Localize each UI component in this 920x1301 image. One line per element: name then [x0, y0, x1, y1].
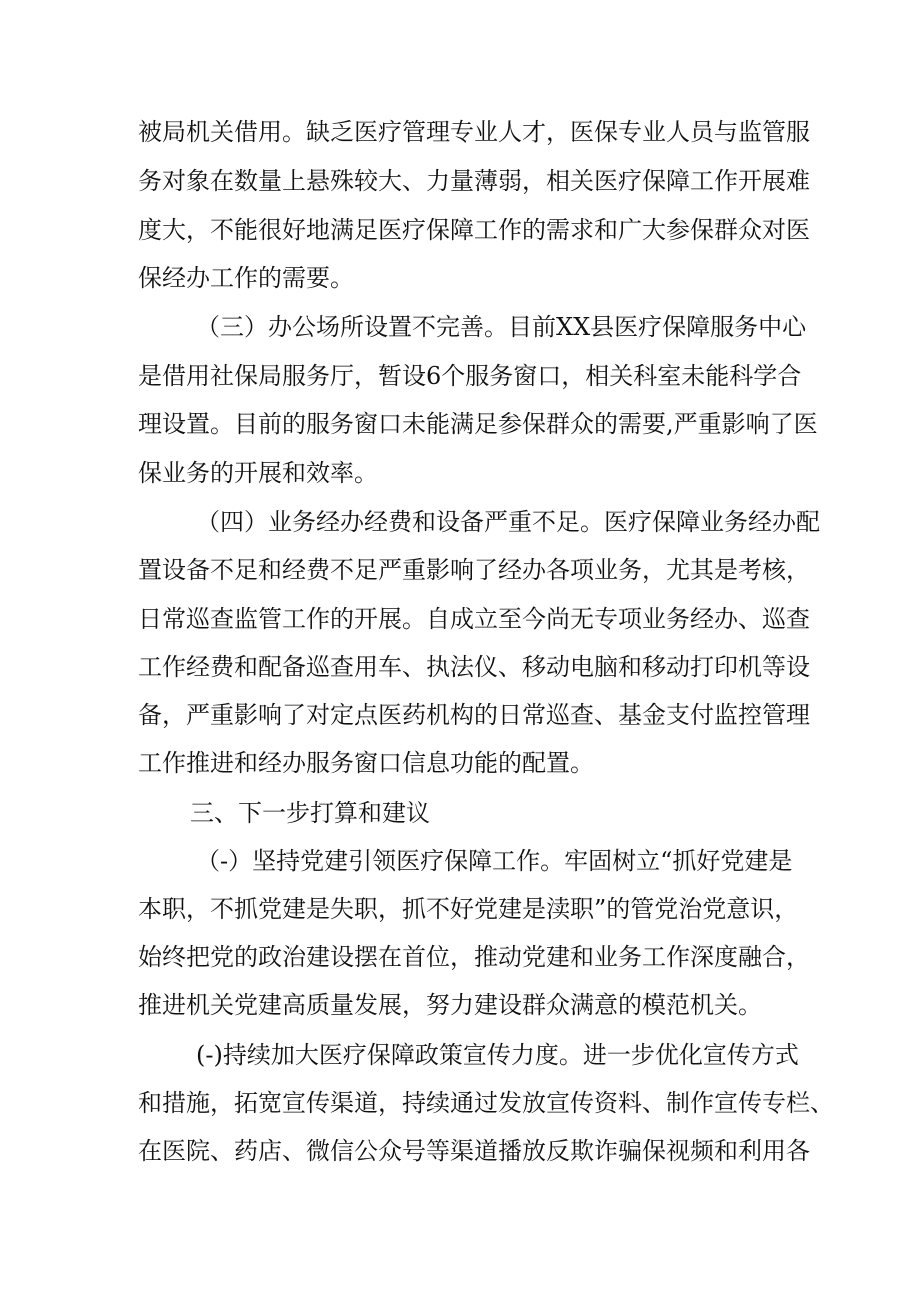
paragraph-line: （三）办公场所设置不完善。目前XX县医疗保障服务中心: [196, 313, 807, 341]
paragraph-line: 理设置。目前的服务窗口未能满足参保群众的需要,严重影响了医: [138, 410, 818, 438]
paragraph-line: （-）坚持党建引领医疗保障工作。牢固树立“抓好党建是: [196, 847, 793, 875]
paragraph-line: 务对象在数量上悬殊较大、力量薄弱，相关医疗保障工作开展难: [138, 167, 810, 195]
paragraph-line: (-)持续加大医疗保障政策宣传力度。进一步优化宣传方式: [196, 1041, 799, 1069]
paragraph-line: 本职，不抓党建是失职，抓不好党建是渎职”的管党治党意识，: [138, 895, 799, 923]
paragraph-line: 工作经费和配备巡查用车、执法仪、移动电脑和移动打印机等设: [138, 653, 810, 681]
paragraph-line: 度大，不能很好地满足医疗保障工作的需求和广大参保群众对医: [138, 216, 810, 244]
paragraph-line: 置设备不足和经费不足严重影响了经办各项业务，尤其是考核，: [138, 556, 810, 584]
paragraph-line: 推进机关党建高质量发展，努力建设群众满意的模范机关。: [138, 991, 762, 1019]
section-heading: 三、下一步打算和建议: [190, 799, 430, 827]
paragraph-line: 被局机关借用。缺乏医疗管理专业人才，医保专业人员与监管服: [138, 118, 810, 146]
paragraph-line: 在医院、药店、微信公众号等渠道播放反欺诈骗保视频和利用各: [138, 1137, 810, 1165]
paragraph-line: （四）业务经办经费和设备严重不足。医疗保障业务经办配: [196, 508, 820, 536]
paragraph-line: 保经办工作的需要。: [138, 264, 354, 292]
paragraph-line: 备，严重影响了对定点医药机构的日常巡查、基金支付监控管理: [138, 701, 810, 729]
paragraph-line: 保业务的开展和效率。: [138, 459, 378, 487]
paragraph-line: 和措施，拓宽宣传渠道，持续通过发放宣传资料、制作宣传专栏、: [138, 1089, 834, 1117]
paragraph-line: 工作推进和经办服务窗口信息功能的配置。: [138, 749, 594, 777]
paragraph-line: 日常巡查监管工作的开展。自成立至今尚无专项业务经办、巡查: [138, 605, 810, 633]
paragraph-line: 是借用社保局服务厅，暂设6个服务窗口，相关科室未能科学合: [138, 362, 802, 390]
paragraph-line: 始终把党的政治建设摆在首位，推动党建和业务工作深度融合，: [138, 943, 810, 971]
